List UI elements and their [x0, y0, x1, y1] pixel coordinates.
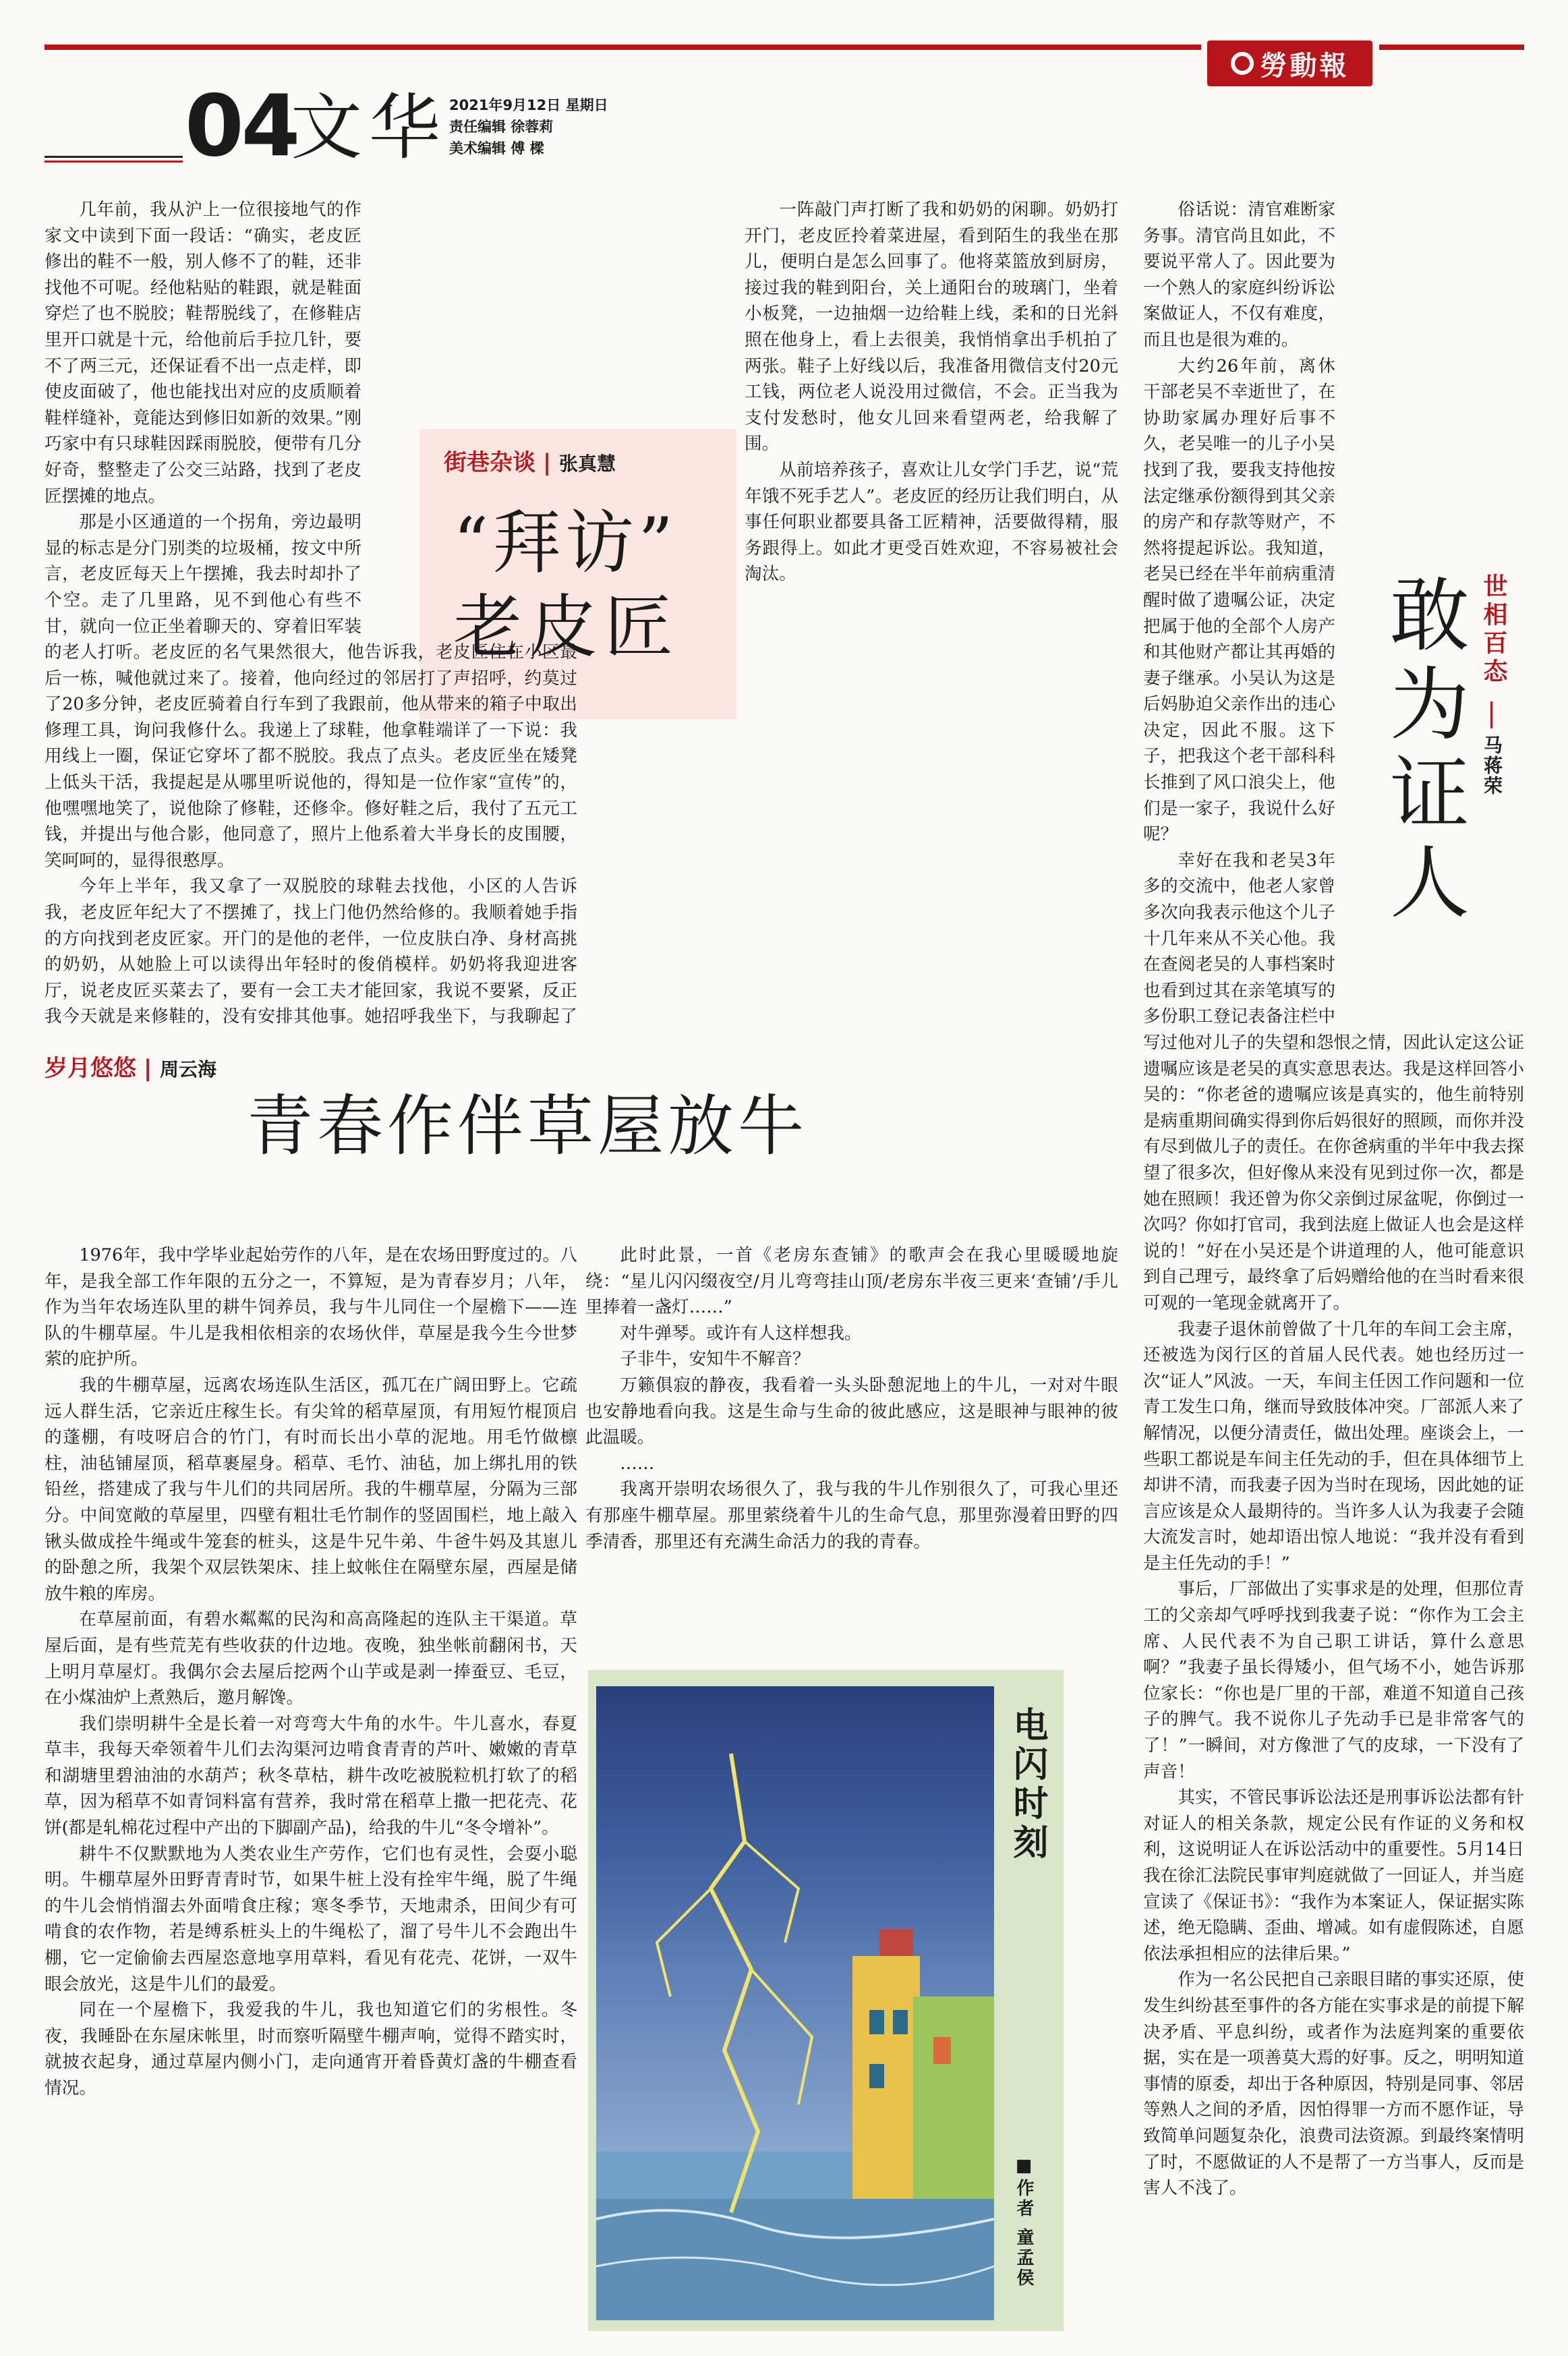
article3-paragraph: 此时此景，一首《老房东查铺》的歌声会在我心里暖暖地旋绕：“星儿闪闪缀夜空/月儿弯弯挂山顶/老房东半夜三更来‘查铺’/手儿里捧着一盏灯……” — [585, 1245, 1118, 1318]
top-rule — [45, 45, 1201, 50]
article3-paragraph: 1976年，我中学毕业起始劳作的八年，是在农场田野度过的。八年，是我全部工作年限的五分之一，不算短，是为青春岁月；八年，作为当年农场连队里的耕牛饲养员，我与牛儿同住一个屋檐下——连队的牛棚草屋。牛儿是我相依相亲的农场伙伴，草屋是我今生今世梦萦的庇护所。 — [45, 1245, 577, 1370]
storm-painting — [596, 1686, 994, 2320]
article3-title: 青春作伴草屋放牛 — [247, 1088, 809, 1165]
article3-author: 周云海 — [160, 1058, 217, 1081]
article2-paragraph: 俗话说：清官难断家务事。清官尚且如此，不要说平常人了。因此要为一个熟人的家庭纠纷诉讼案做证人，不仅有难度，而且也是很为难的。 — [1143, 200, 1335, 350]
article3-header — [45, 1052, 1120, 1255]
article3-body-col2 — [585, 1242, 1118, 1593]
article1-title-line1: “拜访” — [453, 503, 678, 583]
article2-body — [1143, 197, 1524, 2328]
article2-paragraph: 我妻子退休前曾做了十几年的车间工会主席，还被选为闵行区的首届人民代表。她也经历过一次“证人”风波。一天，车间主任因工作问题和一位青工发生口角，继而导致肢体冲突。厂部派人来了解情况，以便分清责任，做出处理。座谈会上，一些职工都说是车间主任先动的手，但在具体细节上却讲不清，而我妻子因为当时在现场，因此她的证言应该是众人最期待的。当许多人认为我妻子会随大流发言时，她却语出惊人地说：“我并没有看到是主任先动的手！” — [1143, 1319, 1524, 1574]
painting-credit: ■作者 童孟侯 — [1014, 2156, 1034, 2289]
article2-paragraph: 作为一名公民把自己亲眼目睹的事实还原，使发生纠纷甚至事件的各方能在实事求是的前提下解决矛盾、平息纠纷，或者作为法庭判案的重要依据，实在是一项善莫大焉的好事。反之，明明知道事情的原委，却出于各种原因，特别是同事、邻居等熟人之间的矛盾，因怕得罪一方而不愿作证，导致简单问题复杂化，浪费司法资源。到最终案情明了时，不愿做证的人不是帮了一方当事人，反而是害人不浅了。 — [1143, 1970, 1524, 2199]
article1-float-2 — [585, 367, 745, 691]
article3-paragraph: 同在一个屋檐下，我爱我的牛儿，我也知道它们的劣根性。冬夜，我睡卧在东屋床帐里，时而察听隔壁牛棚声响，觉得不踏实时，就披衣起身，通过草屋内侧小门，走向通宵开着昏黄灯盏的牛棚查看情况。 — [45, 2000, 577, 2098]
article1-body-col1 — [45, 197, 577, 1028]
section-name: 文华 — [291, 86, 447, 169]
article3-paragraph: 子非牛，安知牛不解音？ — [620, 1349, 810, 1370]
article2-column: 世相百态 — [1480, 573, 1508, 687]
article1-paragraph: 那是小区通道的一个拐角，旁边最明显的标志是分门别类的垃圾桶，按文中所言，老皮匠每天上午摆摊，我去时却扑了个空。走了几里路，见不到他心有些不甘，就向一位正坐着聊天的、穿着旧军装的老人打听。老皮匠的名气果然很大，他告诉我，老皮匠住在小区最后一栋，喊他就过来了。接着，他向经过的邻居打了声招呼，约莫过了20多分钟，老皮匠骑着自行车到了我跟前，他从带来的箱子中取出修理工具，询问我修什么。我递上了球鞋，他拿鞋端详了一下说：我用线上一圈，保证它穿坏了都不脱胶。我点了点头。老皮匠坐在矮凳上低头干活，我提起是从哪里听说他的，得知是一位作家“宣传”的，他嘿嘿地笑了，说他除了修鞋，还修伞。修好鞋之后，我付了五元工钱，并提出与他合影，他同意了，照片上他系着大半身长的皮围腰，笑呵呵的，显得很憨厚。 — [45, 512, 577, 871]
art-editor-credit: 美术编辑 傅 樑 — [449, 140, 544, 156]
painting-title: 电闪时刻 — [1007, 1706, 1048, 1863]
article1-paragraph: 今年上半年，我又拿了一双脱胶的球鞋去找他，小区的人告诉我，老皮匠年纪大了不摆摊了，找上门他仍然给修的。我顺着她手指的方向找到老皮匠家。开门的是他的老伴，一位皮肤白净、身材高挑的奶奶，从她脸上可以读得出年轻时的俊俏模样。奶奶将我迎进客厅，说老皮匠买菜去了，要有一会工夫才能回家，我说不要紧，反正我今天就是来修鞋的，没有安排其他事。她招呼我坐下，与我聊起了 — [45, 876, 577, 1027]
article1-paragraph: 从前培养孩子，喜欢让儿女学门手艺，说“荒年饿不死手艺人”。老皮匠的经历让我们明白，从事任何职业都要具备工匠精神，活要做得精，服务跟得上。如此才更受百姓欢迎，不容易被社会淘汰。 — [745, 459, 1118, 585]
newspaper-logo — [1207, 40, 1372, 86]
article3-paragraph: 耕牛不仅默默地为人类农业生产劳作，它们也有灵性，会耍小聪明。牛棚草屋外田野青青时节，如果牛桩上没有拴牢牛绳，脱了牛绳的牛儿会悄悄溜去外面啃食庄稼；寒冬季节，天地肃杀，田间少有可啃食的农作物，若是缚系桩头上的牛绳松了，溜了号牛儿不会跑出牛棚，它一定偷偷去西屋恣意地享用草料，看见有花壳、花饼，一双牛眼会放光，这是牛儿们的最爱。 — [45, 1843, 577, 1994]
article1-author: 张真慧 — [559, 453, 616, 475]
article1-float — [361, 394, 577, 623]
article3-paragraph: …… — [620, 1453, 655, 1474]
column-divider: | — [542, 449, 560, 476]
article3-body-col1 — [45, 1242, 577, 2330]
article2-author: 马蒋荣 — [1481, 735, 1503, 796]
article1-body-col2 — [585, 197, 1118, 1028]
paper-name: 勞動報 — [1260, 49, 1349, 82]
article1-paragraph: 一阵敲门声打断了我和奶奶的闲聊。奶奶打开门，老皮匠拎着菜进屋，看到陌生的我坐在那儿，便明白是怎么回事了。他将菜篮放到厨房，接过我的鞋到阳台，关上通阳台的玻璃门，坐着小板凳，一边抽烟一边给鞋上线，柔和的日光斜照在他身上，看上去很美，我悄悄拿出手机拍了两张。鞋子上好线以后，我准备用微信支付20元工钱，两位老人说没用过微信，不会。正当我为支付发愁时，他女儿回来看望两老，给我解了围。 — [745, 200, 1118, 455]
editor-credit: 责任编辑 徐蓉莉 — [449, 119, 554, 135]
right-top-rule — [1379, 45, 1524, 50]
article1-title-line2: 老皮匠 — [453, 587, 680, 668]
painting-frame — [588, 1670, 1064, 2331]
article2-paragraph: 其实，不管民事诉讼法还是刑事诉讼法都有针对证人的相关条款，规定公民有作证的义务和权利，这说明证人在诉讼活动中的重要性。5月14日我在徐汇法院民事审判庭就做了一回证人，并当庭宣读了《保证书》：“我作为本案证人，保证据实陈述，绝无隐瞒、歪曲、增减。如有虚假陈述，自愿依法承担相应的法律后果。” — [1143, 1787, 1524, 1964]
column-divider: | — [143, 1055, 161, 1082]
article2-title: 敢为证人 — [1376, 573, 1470, 929]
article1-paragraph: 几年前，我从沪上一位很接地气的作家文中读到下面一段话：“确实，老皮匠修出的鞋不一般，别人修不了的鞋，还非找他不可呢。经他粘贴的鞋跟，就是鞋面穿烂了也不脱胶；鞋帮脱线了，在修鞋店里开口就是十元，给他前后手拉几针，要不了两三元，还保证看不出一点走样，即使皮面破了，他也能找出对应的皮质顺着鞋样缝补，竟能达到修旧如新的效果。”刚巧家中有只球鞋因踩雨脱胶，便带有几分好奇，整整走了公交三站路，找到了老皮匠摆摊的地点。 — [45, 200, 361, 507]
header-left-line-red — [45, 161, 183, 163]
article3-paragraph: 我的牛棚草屋，远离农场连队生活区，孤兀在广阔田野上。它疏远人群生活，它亲近庄稼生长。有尖耸的稻草屋顶，有用短竹棍顶启的蓬棚，有吱呀启合的竹门，有时而长出小草的泥地。用毛竹做檩柱，油毡铺屋顶，稻草裹屋身。稻草、毛竹、油毡，加上绑扎用的铁铅丝，搭建成了我与牛儿们的共同居所。我的牛棚草屋，分隔为三部分。中间宽敞的草屋里，四壁有粗壮毛竹制作的竖固围栏，地上敲入锹头做成拴牛绳或牛笼套的桩头，这是牛兄牛弟、牛爸牛妈及其崽儿的卧憩之所，我架个双层铁架床、挂上蚊帐住在隔壁东屋，西屋是储放牛粮的库房。 — [45, 1375, 577, 1604]
header-left-line — [45, 156, 183, 158]
article2-paragraph: 事后，厂部做出了实事求是的处理，但那位青工的父亲却气呼呼找到我妻子说：“你作为工会主席、人民代表不为自己职工讲话，算什么意思啊？”我妻子虽长得矮小，但气场不小，她告诉那位家长：“你也是厂里的干部，难道不知道自己孩子的脾气。我不说你儿子先动手已是非常客气的了！”一瞬间，对方像泄了气的皮球，一下没有了声音！ — [1143, 1579, 1524, 1782]
article3-paragraph: 我离开崇明农场很久了，我与我的牛儿作别很久了，可我心里还有那座牛棚草屋。那里萦绕着牛儿的生命气息，那里弥漫着田野的四季清香，那里还有充满生命活力的我的青春。 — [585, 1479, 1118, 1552]
logo-mark-icon — [1231, 52, 1254, 75]
section-header — [45, 76, 651, 181]
article2-paragraph: 幸好在我和老吴3年多的交流中，他老人家曾多次向我表示他这个儿子十几年来从不关心他。我在查阅老吴的人事档案时也看到过其在亲笔填写的多份职工登记表备注栏中写过他对儿子的失望和怨恨之情，因此认定这公证遗嘱应该是老吴的真实意思表达。我是这样回答小吴的：“你老爸的遗嘱应该是真实的，他生前特别是病重期间确实得到你后妈很好的照顾，而你并没有尽到做儿子的责任。在你爸病重的半年中我去探望了很多次，但好像从来没有见到过你一次，都是她在照顾！我还曾为你父亲倒过尿盆呢，你倒过一次吗？你如打官司，我到法庭上做证人也会是这样说的！”好在小吴还是个讲道理的人，他可能意识到自己理亏，最终拿了后妈赠给他的在当时看来很可观的一笔现金就离开了。 — [1143, 850, 1524, 1313]
article3-column: 岁月悠悠 — [45, 1055, 136, 1082]
painting-image — [596, 1686, 994, 2320]
article2-float — [1335, 602, 1524, 1020]
article3-paragraph: 我们崇明耕牛全是长着一对弯弯大牛角的水牛。牛儿喜水，春夏草丰，我每天牵领着牛儿们去沟渠河边啃食青青的芦叶、嫩嫩的青草和湖塘里碧油油的水葫芦；秋冬草枯，耕牛改吃被脱粒机打软了的稻草，因为稻草不如青饲料富有营养，我时常在稻草上撒一把花壳、花饼(都是轧棉花过程中产出的下脚副产品)，给我的牛儿“冬令增补”。 — [45, 1713, 577, 1839]
article1-column: 街巷杂谈 — [444, 449, 535, 476]
article3-paragraph: 对牛弹琴。或许有人这样想我。 — [620, 1323, 862, 1344]
article3-paragraph: 万籁俱寂的静夜，我看着一头头卧憩泥地上的牛儿，一对对牛眼也安静地看向我。这是生命与生命的彼此感应，这是眼神与眼神的彼此温暖。 — [585, 1375, 1118, 1448]
page-number: 04 — [185, 76, 298, 175]
article3-column-label — [45, 1052, 216, 1086]
article2-paragraph: 大约26年前，离休干部老吴不幸逝世了，在协助家属办理好后事不久，老吴唯一的儿子小吴找到了我，要我支持他按法定继承份额得到其父亲的房产和存款等财产，不然将提起诉讼。我知道，老吴已经在半年前病重清醒时做了遗嘱公证，决定把属于他的全部个人房产和其他财产都让其再婚的妻子继承。小吴认为这是后妈胁迫父亲作出的违心决定，因此不服。这下子，把我这个老干部科科长推到了风口浪尖上，他们是一家子，我说什么好呢？ — [1143, 355, 1335, 845]
article3-paragraph: 在草屋前面，有碧水粼粼的民沟和高高隆起的连队主干渠道。草屋后面，是有些荒芜有些收获的什边地。夜晚，独坐帐前翻闲书，天上明月草屋灯。我偶尔会去屋后挖两个山芋或是剥一捧蚕豆、毛豆，在小煤油炉上煮熟后，邀月解馋。 — [45, 1609, 577, 1708]
issue-date: 2021年9月12日 星期日 — [449, 97, 608, 113]
